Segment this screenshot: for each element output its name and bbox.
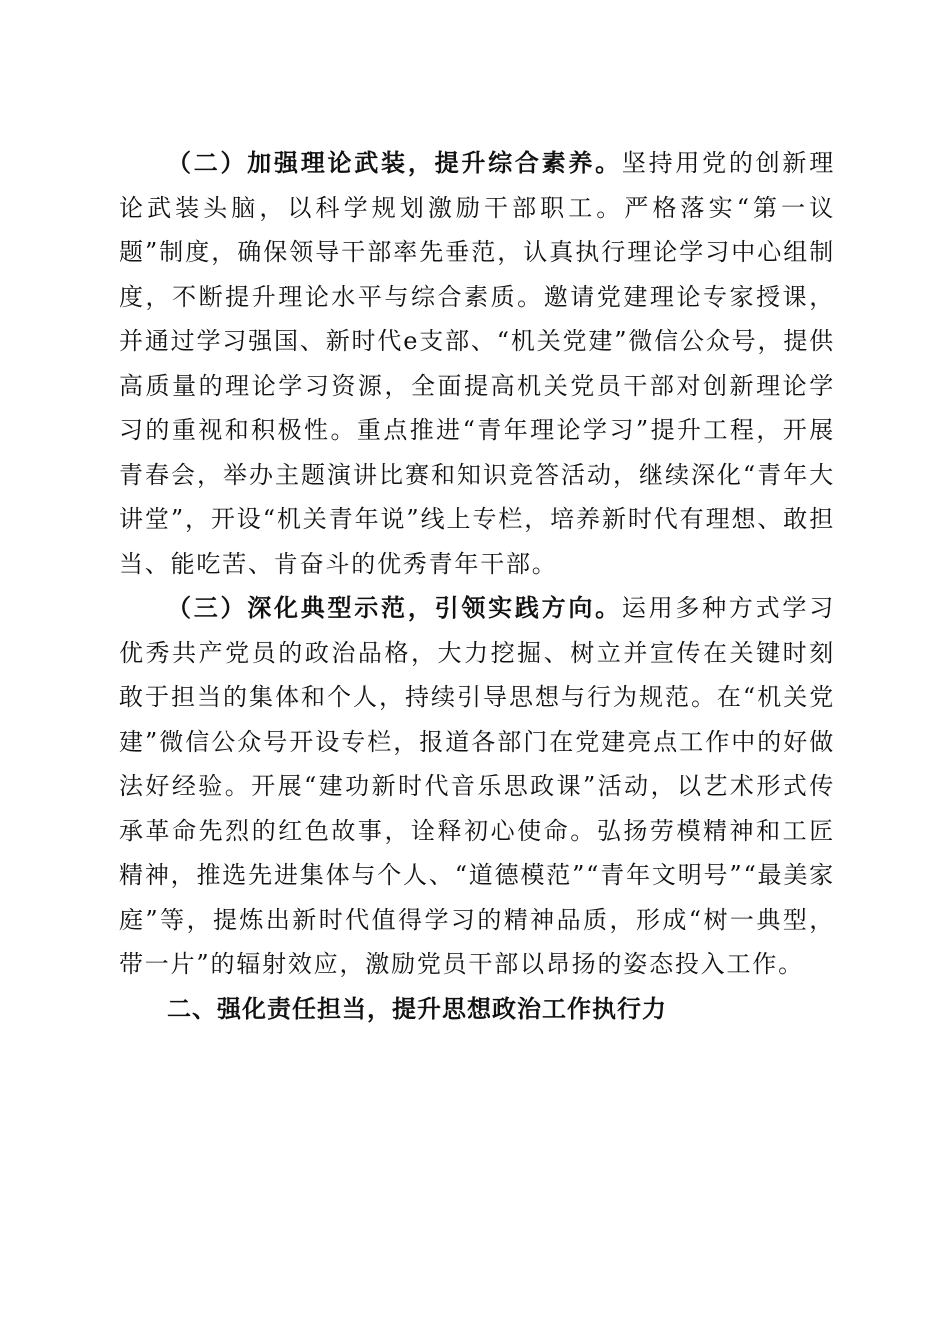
paragraph-theory-study xyxy=(119,141,835,586)
paragraph-lead-heading: （二）加强理论武装，提升综合素养。 xyxy=(167,148,622,177)
paragraph-lead-heading: （三）深化典型示范，引领实践方向。 xyxy=(167,593,622,622)
paragraph-body-text: 运用多种方式学习优秀共产党员的政治品格，大力挖掘、树立并宣传在关键时刻敢于担当的集体和个人，持续引导思想与行为规范。在“机关党建”微信公众号开设专栏，报道各部门在党建亮点工作中的好做法好经验。开展“建功新时代音乐思政课”活动，以艺术形式传承革命先烈的红色故事，诠释初心使命。弘扬劳模精神和工匠精神，推选先进集体与个人、“道德模范”“青年文明号”“最美家庭”等，提炼出新时代值得学习的精神品质，形成“树一典型，带一片”的辐射效应，激励党员干部以昂扬的姿态投入工作。 xyxy=(119,594,835,978)
paragraph-model-example xyxy=(119,586,835,987)
paragraph-body-text: 坚持用党的创新理论武装头脑，以科学规划激励干部职工。严格落实“第一议题”制度，确保领导干部率先垂范，认真执行理论学习中心组制度，不断提升理论水平与综合素质。邀请党建理论专家授课，并通过学习强国、新时代e支部、“机关党建”微信公众号，提供高质量的理论学习资源，全面提高机关党员干部对创新理论学习的重视和积极性。重点推进“青年理论学习”提升工程，开展青春会，举办主题演讲比赛和知识竞答活动，继续深化“青年大讲堂”，开设“机关青年说”线上专栏，培养新时代有理想、敢担当、能吃苦、肯奋斗的优秀青年干部。 xyxy=(119,149,835,578)
section-heading: 二、强化责任担当，提升思想政治工作执行力 xyxy=(167,994,667,1023)
document-body xyxy=(119,141,835,1031)
